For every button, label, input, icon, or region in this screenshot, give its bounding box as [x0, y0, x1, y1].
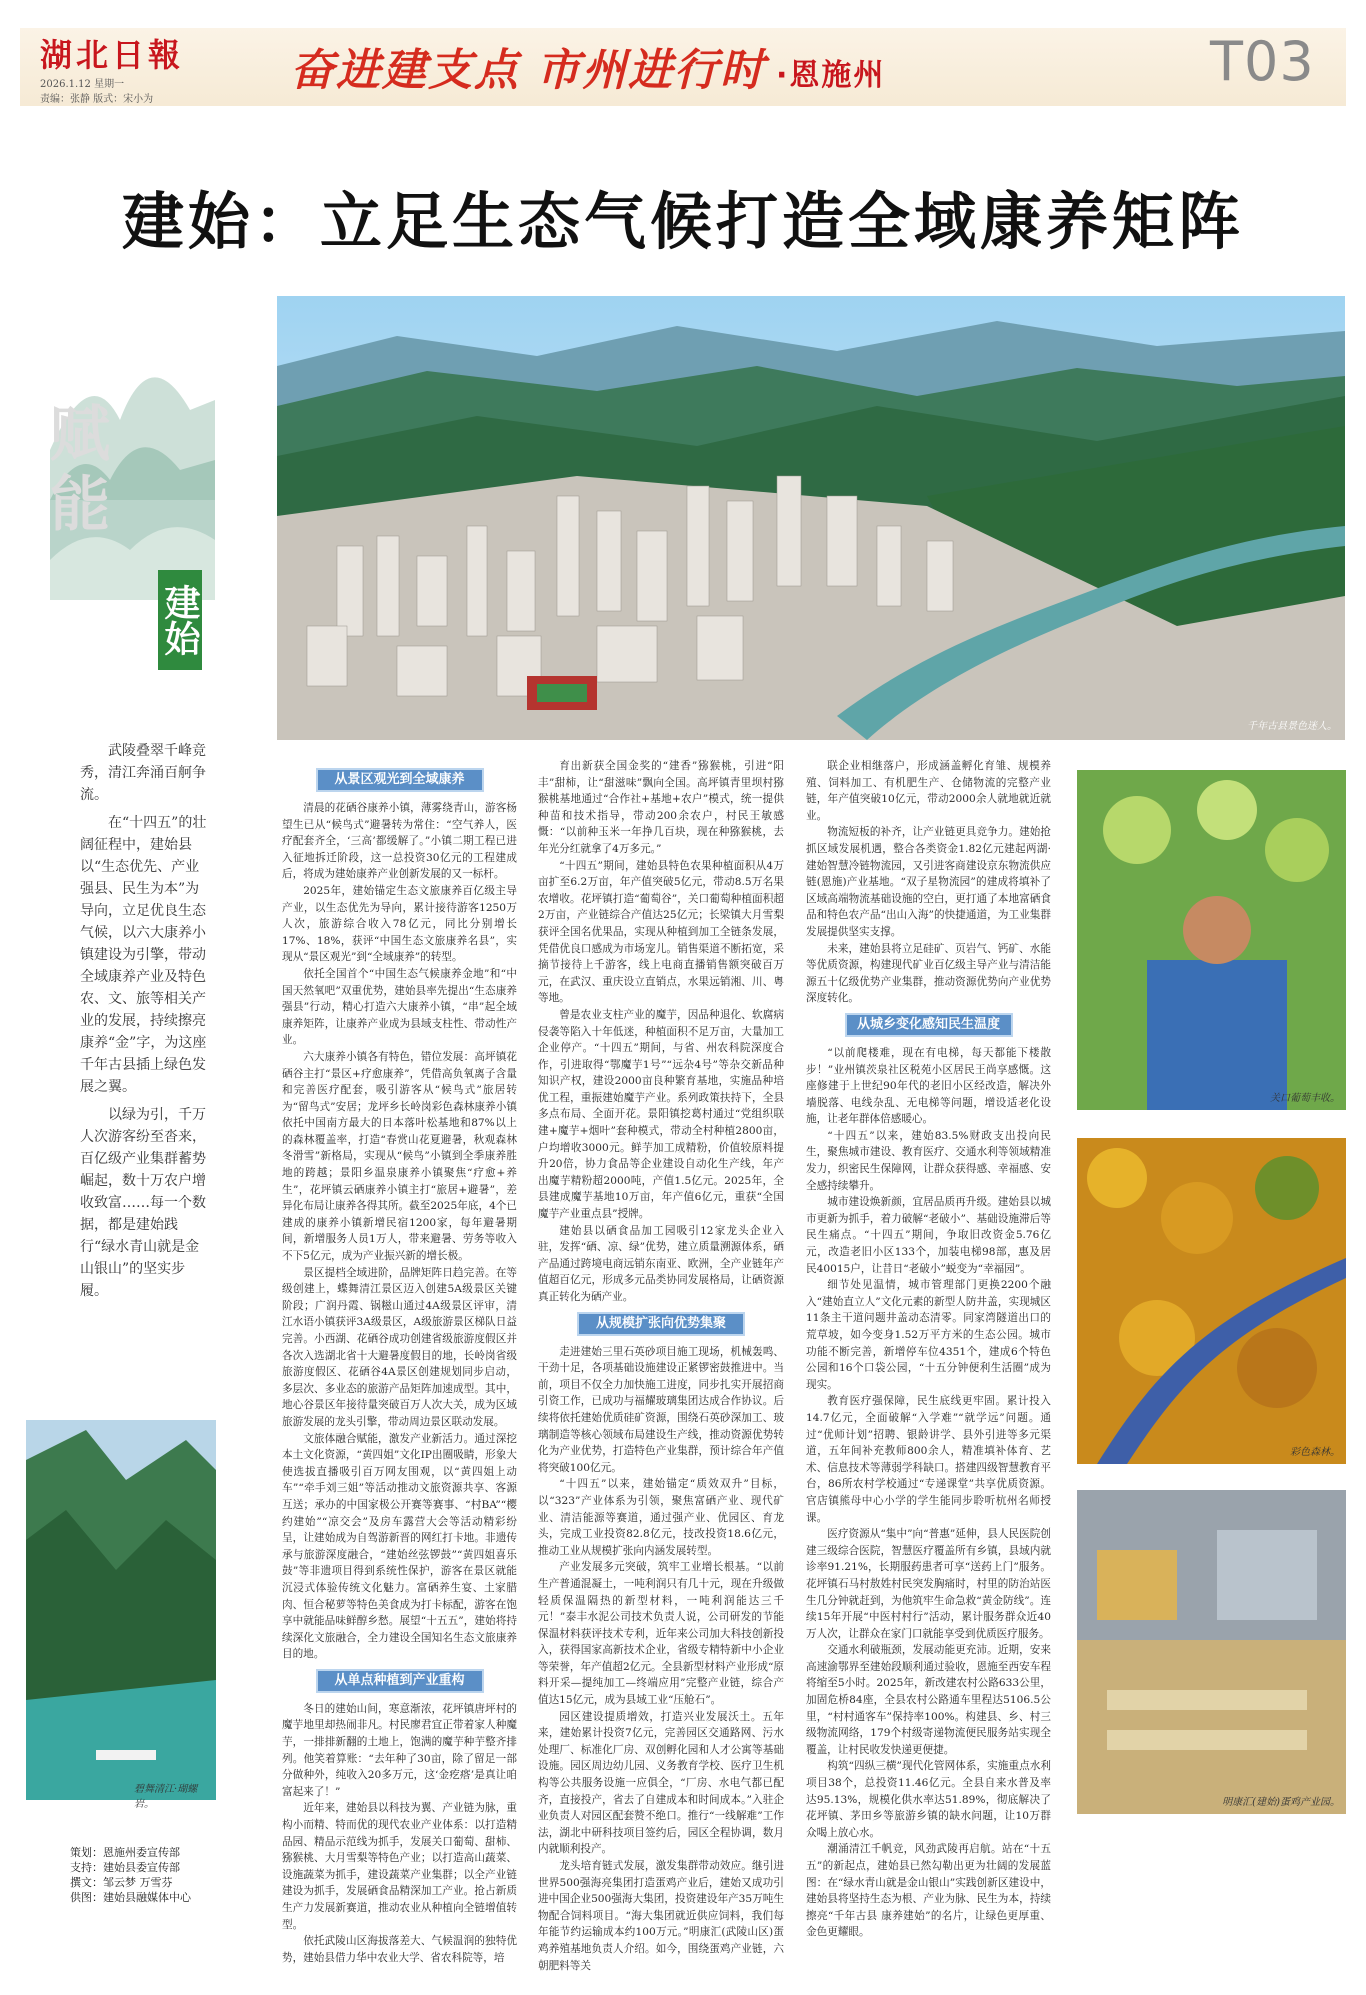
colored-forest-illustration [1077, 1138, 1346, 1464]
fu-character: 赋 [50, 400, 110, 470]
article-paragraph: 育出新获全国金奖的“建香”猕猴桃，引进“阳丰”甜柿，让“甜滋味”飘向全国。高坪镇青里坝村猕猴桃基地通过“合作社+基地+农户”模式，统一提供种苗和技术指导，带动200余农户，村民王敏感慨：“以前种玉米一年挣几百块，现在种猕猴桃，去年光分红就拿了4万多元。” [538, 760, 784, 855]
credit-line: 策划：恩施州委宣传部 [70, 1846, 180, 1859]
forest-caption: 彩色森林。 [1290, 1447, 1340, 1458]
column-banner [290, 34, 885, 98]
egg-industrial-park-photo [1077, 1490, 1346, 1814]
article-paragraph: 未来，建始县将立足硅矿、页岩气、钙矿、水能等优质资源，构建现代矿业百亿级主导产业与清洁能源五十亿级优势产业集群，推动资源优势向产业优势深度转化。 [806, 942, 1051, 1005]
article-paragraph: “十四五”以来，建始83.5%财政支出投向民生，聚焦城市建设、教育医疗、交通水利等领域精准发力，织密民生保障网，让群众获得感、幸福感、安全感持续攀升。 [806, 1129, 1051, 1192]
credit-line: 撰文：邹云梦 万雪芬 [70, 1876, 173, 1889]
sidebar-para: 在“十四五”的壮阔征程中，建始县以“生态优先、产业强县、民生为本”为导向，立足优良生态气候，以六大康养小镇建设为引擎，带动全域康养产业及特色农、文、旅等相关产业的发展，持续擦亮康养“金”字，为这座千年古县插上绿色发展之翼。 [80, 815, 207, 1095]
grape-harvest-illustration [1077, 770, 1346, 1110]
article-paragraph: 联企业相继落户，形成涵盖孵化育雏、规模养殖、饲料加工、有机肥生产、仓储物流的完整产业链，年产值突破10亿元，带动2000余人就地就近就业。 [806, 760, 1051, 822]
article-paragraph: 冬日的建始山间，寒意渐浓，花坪镇唐坪村的魔芋地里却热闹非凡。村民廖君宜正带着家人种魔芋，一排排新翻的土地上，饱满的魔芋种芋整齐排列。他笑着算账：“去年种了30亩，除了留足一部分做种外，纯收入20多万元，这‘金疙瘩’是真让咱富起来了！” [282, 1702, 517, 1798]
river-gorge-illustration [26, 1420, 216, 1800]
sidebar-para: 武陵叠翠千峰竞秀，清江奔涌百舸争流。 [80, 743, 206, 803]
article-paragraph: 产业发展多元突破，筑牢工业增长根基。“以前生产普通混凝土，一吨利润只有几十元，现在升级做轻质保温隔热的新型材料，一吨利润能达三千元！”泰丰水泥公司技术负责人说，公司研发的节能保温材料获评技术专利，近年来公司加大科技创新投入，获得国家高新技术企业，省级专精特新中小企业等荣誉，年产值超2亿元。全县新型材料产业形成“原料开采—提纯加工—终端应用”完整产业链，综合产值达15亿元，成为县域工业“压舱石”。 [538, 1561, 784, 1707]
article-column-2 [538, 758, 784, 1974]
article-paragraph: 近年来，建始县以科技为翼、产业链为脉，重构小而精、特而优的现代农业产业体系：以打造精品园、精品示范线为抓手，发展关口葡萄、甜柿、猕猴桃、大月雪梨等特色产业；以打造高山蔬菜、设施蔬菜为抓手，建设蔬菜产业集群；以全产业链建设为抓手，发展硒食品精深加工产业。抢占新质生产力发展新赛道，推动农业从种植向全链增值转型。 [282, 1802, 517, 1931]
article-paragraph: 文旅体融合赋能，激发产业新活力。通过深挖本土文化资源，“黄四姐”文化IP出圈吸睛，形象大使选拔直播吸引百万网友围观，以“黄四姐上动车”“牵手刘三姐”等活动推动文旅资源共享、客源互送；承办的中国家极公开赛等赛事、“村BA”“樱约建始”“凉交会”及房车露营大会等活动精彩纷呈，让建始成为自驾游新晋的网红打卡地。非遗传承与旅游深度融合，“建始丝弦锣鼓”“黄四姐喜乐鼓”等非遗项目得到系统性保护，游客在景区就能沉浸式体验传统文化魅力。富硒养生宴、土家腊肉、恒合秘萝等特色美食成为打卡标配，游客在饱享中就能品味鲜醇乡愁。展望“十五五”，建始将持续深化文旅融合，全力建设全国知名生态文旅康养目的地。 [282, 1432, 517, 1661]
article-paragraph: 2025年，建始锚定生态文旅康养百亿级主导产业，以生态优先为导向，累计接待游客1250万人次，旅游综合收入78亿元，同比分别增长17%、18%，获评“中国生态文旅康养名县”，实现从“景区观光”到“全域康养”的转型。 [282, 884, 517, 964]
article-paragraph: 景区提档全域进阶，品牌矩阵日趋完善。在等级创建上，蝶舞清江景区迈入创建5A级景区关键阶段；广润丹霞、锅糍山通过4A级景区评审，清江水语小镇获评3A级景区，A级旅游景区梯队日益完善。小西湖、花硒谷成功创建省级旅游度假区并各次入选湖北省十大避暑度假目的地，长岭岗省级旅游度假区、花硒谷4A景区创建规划同步启动，多层次、多业态的旅游产品矩阵加速成型。其中，地心谷景区年接待量突破百万人次大关，成为区域旅游发展的龙头引擎，带动周边景区联动发展。 [282, 1266, 517, 1428]
newspaper-logo: 湖北日報 [40, 36, 185, 74]
section-heading: 从单点种植到产业重构 [316, 1669, 484, 1693]
neng-character: 能 [50, 470, 110, 540]
sidebar-intro [80, 740, 212, 1308]
section-heading: 从城乡变化感知民生温度 [845, 1013, 1013, 1037]
hero-caption: 千年古县景色迷人。 [1247, 721, 1337, 732]
town-aerial-illustration [277, 296, 1345, 740]
grape-caption: 关口葡萄丰收。 [1270, 1093, 1340, 1104]
credit-line: 支持：建始县委宣传部 [70, 1861, 180, 1874]
issue-date: 2026.1.12 星期一 [40, 79, 125, 90]
article-paragraph: “以前爬楼难，现在有电梯，每天都能下楼散步！”业州镇茨泉社区税苑小区居民王尚享感慨。这座修建于上世纪90年代的老旧小区经改造，解决外墙脱落、电线杂乱、无电梯等问题，增设适老化设施，让老年群体倍感暖心。 [806, 1046, 1051, 1126]
sidebar-ink-art [50, 300, 215, 720]
article-paragraph: 六大康养小镇各有特色，错位发展：高坪镇花硒谷主打“景区+疗愈康养”，凭借高负氧离子含量和完善医疗配套，吸引游客从“候鸟式”旅居转为“留鸟式”安居；龙坪乡长岭岗彩色森林康养小镇依托中国南方最大的日本落叶松基地和87%以上的森林覆盖率，打造“春赏山花夏避暑，秋观森林冬滑雪”新格局，实现从“候鸟”小镇到全季康养胜地的跨越；景阳乡温泉康养小镇聚焦“疗愈+养生”，花坪镇云硒康养小镇主打“旅居+避暑”，差异化布局让康养各得其所。截至2025年底，4个已建成的康养小镇新增民宿1200家，每年避暑期间，新增服务人员1万人，带来避暑、劳务等收入不下5亿元，成为产业振兴新的增长极。 [282, 1050, 517, 1263]
sidebar-tag: 建始 [158, 570, 202, 670]
article-paragraph: “十四五”期间，建始县特色农果种植面积从4万亩扩至6.2万亩，年产值突破5亿元，带动8.5万名果农增收。花坪镇打造“葡萄谷”，关口葡萄种植面积超2万亩，产业链综合产值达25亿元；长梁镇大月雪梨获评全国名优果品，实现从种植到加工全链条发展，凭借优良口感成为市场宠儿。销售渠道不断拓宽，采摘节接待上千游客，线上电商直播销售额突破百万元，在武汉、重庆设立直销点，水果远销湘、川、粤等地。 [538, 859, 784, 1005]
credit-line: 供图：建始县融媒体中心 [70, 1891, 191, 1904]
article-column-3 [806, 758, 1051, 1941]
article-paragraph: 潮涌清江千帆竞，风劲武陵再启航。站在“十五五”的新起点，建始县已然勾勒出更为壮阔的发展蓝图：在“绿水青山就是金山银山”实践创新区建设中，建始县将坚持生态为根、产业为脉、民生为本，持续擦亮“千年古县 康养建始”的名片，让绿色更厚重、金色更耀眼。 [806, 1843, 1051, 1939]
sidebar-para: 以绿为引，千万人次游客纷至沓来，百亿级产业集群蓄势崛起，数十万农户增收致富……每一个数据，都是建始践行“绿水青山就是金山银山”的坚实步履。 [80, 1107, 206, 1299]
article-paragraph: 交通水利破瓶颈，发展动能更充沛。近期，安来高速渝鄂界至建始段顺利通过验收，恩施至西安车程将缩至5小时。2025年，新改建农村公路633公里，加固危桥84座，全县农村公路通车里程达5106.5公里，“村村通客车”保持率100%。构建县、乡、村三级物流网络，179个村级寄递物流便民服务站实现全覆盖，让村民收发快递更便捷。 [806, 1644, 1051, 1756]
egg-caption: 明康汇(建始)蛋鸡产业园。 [1222, 1797, 1340, 1808]
credits-block [70, 1845, 191, 1905]
article-paragraph: 教育医疗强保障，民生底线更牢固。累计投入14.7亿元，全面破解“入学难”“就学远”问题。通过“优师计划”招聘、银龄讲学、县外引进等多元渠道，五年间补充教师800余人，精准填补体育、艺术、信息技术等薄弱学科缺口。搭建四级智慧教育平台，86所农村学校通过“专递课堂”共享优质资源。官店镇熊母中心小学的学生能同步聆听杭州名师授课。 [806, 1395, 1051, 1524]
article-paragraph: 走进建始三里石英砂项目施工现场，机械轰鸣、干劲十足，各项基础设施建设正紧锣密鼓推进中。当前，项目不仅全力加快施工进度，同步扎实开展招商引资工作，已成功与福耀玻璃集团达成合作协议。后续将依托建始优质硅矿资源，围绕石英砂深加工、玻璃制造等核心领域布局建设生产线，推动资源优势转化为产业优势，打造特色产业集群，预计综合年产值将突破100亿元。 [538, 1345, 784, 1474]
article-paragraph: 清晨的花硒谷康养小镇，薄雾绕青山，游客杨望生已从“候鸟式”避暑转为常住：“空气养人，医疗配套齐全，‘三高’都缓解了。”小镇二期工程已进入征地拆迁阶段，这一总投资30亿元的工程建成后，将成为建始康养产业创新发展的又一标杆。 [282, 802, 517, 881]
hero-photo [277, 296, 1345, 740]
article-paragraph: 曾是农业支柱产业的魔芋，因品种退化、软腐病侵袭等陷入十年低迷，种植面积不足万亩，大量加工企业停产。“十四五”期间，与省、州农科院深度合作，引进取得“鄂魔芋1号”“远杂4号”等杂交新品种知识产权，建设2000亩良种繁育基地，实施品种培优工程，重振建始魔芋产业。系列政策扶持下，全县多点布局、全面开花。景阳镇挖葛村通过“党组织联建+魔芋+烟叶”套种模式，带动全村种植2800亩，户均增收3000元。鲜芋加工成精粉，价值较原料提升20倍，协力食品等企业建设自动化生产线，年产出魔芋精粉超2000吨，产值1.5亿元。2025年，全县建成魔芋基地10万亩，年产值6亿元，重获“全国魔芋产业重点县”授牌。 [538, 1008, 784, 1221]
egg-factory-illustration [1077, 1490, 1346, 1814]
page-number: T03 [1210, 30, 1315, 93]
article-paragraph: 医疗资源从“集中”向“普惠”延伸，县人民医院创建三级综合医院，智慧医疗覆盖所有乡镇，县域内就诊率91.21%，长期服药患者可享“送药上门”服务。花坪镇石马村敖姓村民突发胸痛时，村里的防治站医生几分钟就赶到，为他筑牢生命急救“黄金防线”。连续15年开展“中医村村行”活动，累计服务群众近40万人次，让群众在家门口就能享受到优质医疗服务。 [806, 1528, 1051, 1640]
article-paragraph: 城市建设焕新颜，宜居品质再升级。建始县以城市更新为抓手，着力破解“老破小”、基础设施滞后等民生痛点。“十四五”期间，争取旧改资金5.76亿元，改造老旧小区133个，加装电梯98部，惠及居民40015户，让昔日“老破小”蜕变为“幸福园”。 [806, 1196, 1051, 1275]
article-paragraph: 建始县以硒食品加工园吸引12家龙头企业入驻，发挥“硒、凉、绿”优势，建立质量溯源体系，硒产品通过跨境电商远销东南亚、欧洲，全产业链年产值超百亿元，形成多元品类协同发展格局，让硒资源真正转化为硒产业。 [538, 1224, 784, 1303]
river-photo-caption: 碧舞清江·瑚螺岩。 [134, 1784, 198, 1810]
colored-forest-photo [1077, 1138, 1346, 1464]
clear-river-photo [26, 1420, 216, 1810]
editors-line: 责编：张静 版式：宋小为 [40, 94, 154, 105]
article-paragraph: 依托全国首个“中国生态气候康养金地”和“中国天然氧吧”双重优势，建始县率先提出“生态康养强县”行动，精心打造六大康养小镇，“串”起全域康养矩阵，让康养产业成为县域支柱性、带动性产业。 [282, 967, 517, 1047]
article-paragraph: 园区建设提质增效，打造兴业发展沃土。五年来，建始累计投资7亿元，完善园区交通路网、污水处理厂、标准化厂房、双创孵化园和人才公寓等基础设施。园区周边幼儿园、义务教育学校、医疗卫生机构等公共服务设施一应俱全，“厂房、水电气都已配齐，直接投产，省去了自建成本和时间成本。”入驻企业负责人对园区配套赞不绝口。推行“一线解难”工作法，湖北中研科技项目签约后，园区全程协调，数月内就顺利投产。 [538, 1710, 784, 1856]
headline: 建始：立足生态气候打造全域康养矩阵 [121, 185, 1244, 258]
article-paragraph: “十四五”以来，建始锚定“质效双升”目标，以“323”产业体系为引领，聚焦富硒产业、现代矿业、清洁能源等赛道，通过强产业、优园区、育龙头，完成工业投资82.8亿元，技改投资18.6亿元，推动工业从规模扩张向内涵发展转型。 [538, 1478, 784, 1557]
banner-text-a: 奋进建支点 [290, 45, 520, 96]
article-paragraph: 构筑“四纵三横”现代化管网体系，实施重点水利项目38个，总投资11.46亿元。全县自来水普及率达95.13%，规模化供水率达51.89%，彻底解决了花坪镇、茅田乡等旅游乡镇的缺水问题，让10万群众喝上放心水。 [806, 1760, 1051, 1839]
article-paragraph: 细节处见温情，城市管理部门更换2200个融入“建始直立人”文化元素的新型人防井盖，实现城区11条主干道问题井盖动态清零。同家湾隧道出口的荒草坡，如今变身1.52万平方米的生态公园。城市功能不断完善，新增停车位4351个，建成6个特色公园和16个口袋公园，“十五分钟便利生活圈”成为现实。 [806, 1279, 1051, 1391]
article-paragraph: 物流短板的补齐，让产业链更具竞争力。建始抢抓区域发展机遇，整合各类资金1.82亿元建起两湖·建始智慧冷链物流园，又引进客商建设京东物流供应链(恩施)产业基地。“双子星物流园”的建成将填补了区域高端物流基础设施的空白，更打通了本地富硒食品和特色农产品“出山入海”的快捷通道，为工业集群发展提供坚实支撑。 [806, 826, 1051, 938]
section-heading: 从规模扩张向优势集聚 [577, 1312, 745, 1336]
banner-text-b: 市州进行时 [536, 45, 766, 96]
article-column-1 [282, 762, 517, 1966]
grape-harvest-photo [1077, 770, 1346, 1110]
section-heading: 从景区观光到全域康养 [316, 768, 484, 792]
banner-city: ·恩施州 [776, 58, 886, 93]
article-paragraph: 龙头培育链式发展，激发集群带动效应。继引进世界500强海亮集团打造蛋鸡产业后，建始又成功引进中国企业500强海大集团，投资建设年产35万吨生物配合饲料项目。“海大集团就近供应饲料，我们每年能节约运输成本约100万元。”明康汇(武陵山区)蛋鸡养殖基地负责人介绍。如今，围绕蛋鸡产业链，六朝肥料等关 [538, 1860, 784, 1972]
article-paragraph: 依托武陵山区海拔落差大、气候温润的独特优势，建始县借力华中农业大学、省农科院等，培 [282, 1935, 517, 1964]
